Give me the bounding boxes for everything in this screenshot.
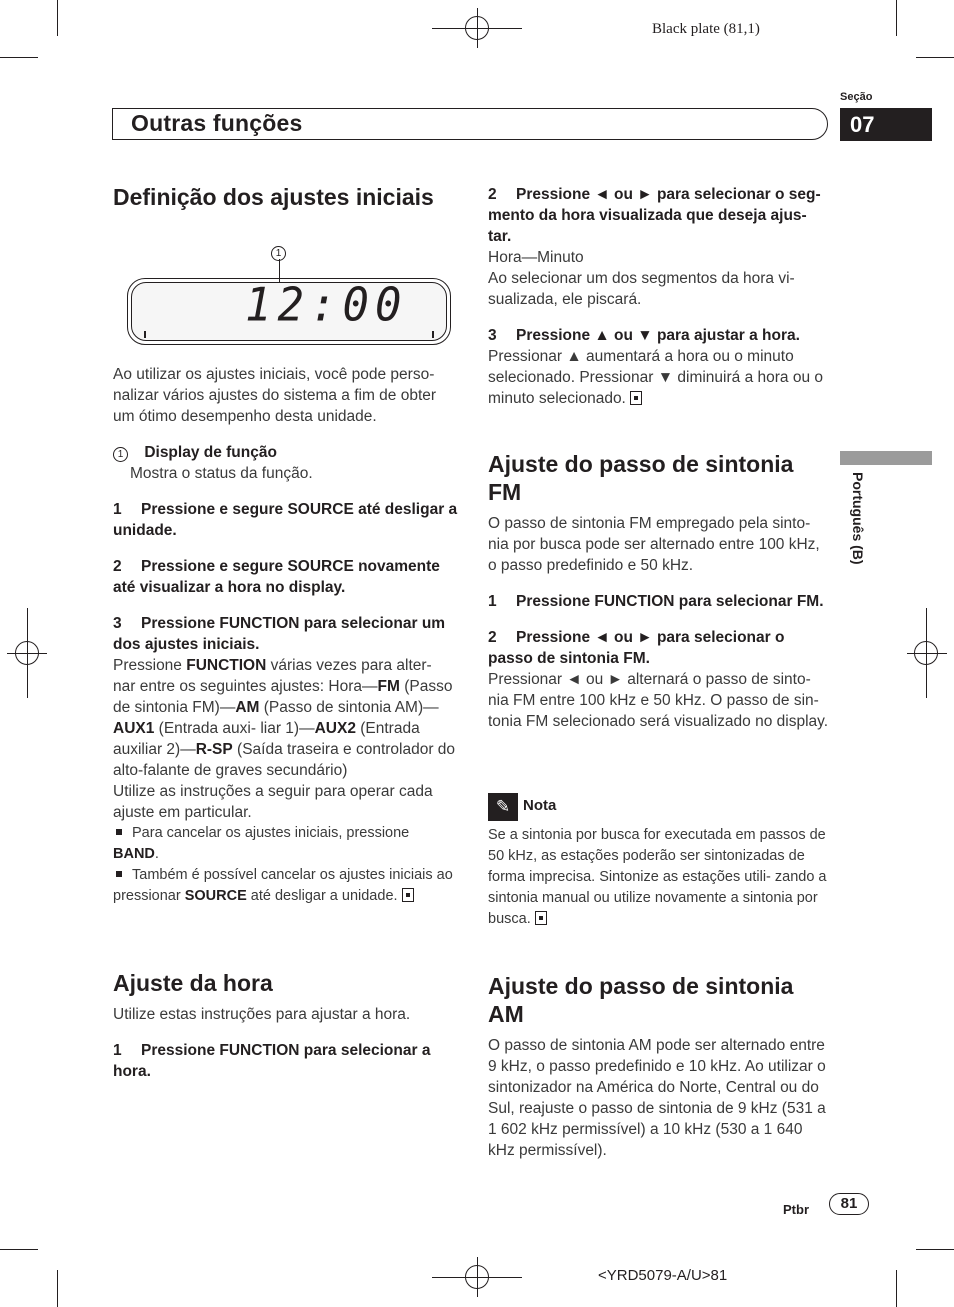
right-column-top bbox=[488, 184, 830, 409]
clock-intro: Utilize estas instruções para ajustar a hora. bbox=[113, 1006, 411, 1023]
section-label: Seção bbox=[840, 91, 873, 103]
bullet-cancel-source: Também é possível cancelar os ajustes iniciais ao pressionar SOURCE até desligar a unidade. bbox=[113, 867, 453, 904]
language-tab: Português (B) bbox=[850, 472, 866, 565]
registration-mark bbox=[914, 641, 938, 665]
registration-mark bbox=[465, 1265, 489, 1289]
language-tab-bar bbox=[840, 451, 932, 465]
crop-mark bbox=[57, 0, 58, 36]
left-column bbox=[113, 364, 458, 907]
display-time: 12:00 bbox=[245, 278, 408, 333]
plate-label: Black plate (81,1) bbox=[652, 21, 760, 37]
fm-step-1: 1 Pressione FUNCTION para selecionar FM. bbox=[488, 593, 824, 610]
step-3-desc: Pressione FUNCTION várias vezes para alter- nar entre os seguintes ajustes: Hora—FM (Passo de sintonia FM)—AM (Passo de sintonia AM)—AUX1 (Entrada auxi- liar 1)—AUX2 (Entrada auxiliar 2)—R-SP (Saída traseira e controlador do alto-falante de graves secundário) bbox=[113, 657, 456, 779]
legend-item bbox=[113, 442, 458, 463]
end-mark-icon bbox=[402, 888, 414, 902]
fm-section bbox=[488, 513, 830, 732]
bullet-cancel-band: Para cancelar os ajustes iniciais, pressione BAND. bbox=[113, 825, 410, 862]
heading-fm-step: Ajuste do passo de sintonia FM bbox=[488, 451, 794, 505]
callout-marker: 1 bbox=[271, 246, 286, 261]
crop-mark bbox=[896, 1270, 897, 1307]
display-tick bbox=[432, 331, 434, 338]
legend-marker: 1 bbox=[113, 447, 128, 462]
display-tick bbox=[144, 331, 146, 338]
crop-mark bbox=[896, 0, 897, 36]
clock-step-3: 3 Pressione ▲ ou ▼ para ajustar a hora. bbox=[488, 327, 800, 344]
clock-step-2-desc1: Hora—Minuto bbox=[488, 249, 584, 266]
clock-section bbox=[113, 1004, 458, 1082]
intro-text: Ao utilizar os ajustes iniciais, você pode perso- nalizar vários ajustes do sistema a fim de obter um ótimo desempenho desta unidade. bbox=[113, 366, 437, 425]
heading-clock: Ajuste da hora bbox=[113, 970, 273, 996]
registration-mark bbox=[15, 641, 39, 665]
clock-step-2-desc2: Ao selecionar um dos segmentos da hora vi- sualizada, ele piscará. bbox=[488, 270, 795, 308]
am-section bbox=[488, 1035, 830, 1161]
clock-step-3-desc: Pressionar ▲ aumentará a hora ou o minuto selecionado. Pressionar ▼ diminuirá a hora ou o minuto selecionado. bbox=[488, 348, 823, 407]
crop-mark bbox=[916, 57, 954, 58]
registration-mark bbox=[465, 16, 489, 40]
clock-step-2: 2 Pressione ◄ ou ► para selecionar o seg- mento da hora visualizada que deseja ajus- tar. bbox=[488, 186, 821, 245]
step-3: 3 Pressione FUNCTION para selecionar um dos ajustes iniciais. bbox=[113, 615, 446, 653]
heading-initial-settings: Definição dos ajustes iniciais bbox=[113, 184, 434, 210]
page-number: 81 bbox=[829, 1193, 869, 1215]
legend-desc: Mostra o status da função. bbox=[130, 465, 313, 482]
note-text: Se a sintonia por busca for executada em passos de 50 kHz, as estações poderão ser sintonizadas de forma imprecisa. Sintonize as estações utili- zando a sintonia manual ou utilize novamente a sintonia por busca. bbox=[488, 827, 827, 927]
footer-doc-code: <YRD5079-A/U>81 bbox=[598, 1267, 728, 1284]
end-mark-icon bbox=[630, 391, 642, 405]
fm-step-2: 2 Pressione ◄ ou ► para selecionar o passo de sintonia FM. bbox=[488, 629, 785, 667]
fm-step-2-desc: Pressionar ◄ ou ► alternará o passo de sinto- nia FM entre 100 kHz e 50 kHz. O passo de sin- tonia FM selecionado será visualizado no display. bbox=[488, 671, 829, 730]
step-2: 2 Pressione e segure SOURCE novamente até visualizar a hora no display. bbox=[113, 558, 440, 596]
end-mark-icon bbox=[535, 911, 547, 925]
clock-step-1: 1 Pressione FUNCTION para selecionar a hora. bbox=[113, 1042, 431, 1080]
footer-lang-code: Ptbr bbox=[783, 1202, 809, 1217]
section-number: 07 bbox=[840, 108, 932, 141]
step-1: 1 Pressione e segure SOURCE até desligar a unidade. bbox=[113, 501, 458, 539]
crop-mark bbox=[0, 1249, 38, 1250]
crop-mark bbox=[916, 1249, 954, 1250]
heading-am-step: Ajuste do passo de sintonia AM bbox=[488, 973, 794, 1027]
bullet-icon bbox=[116, 829, 122, 835]
step-3-note: Utilize as instruções a seguir para operar cada ajuste em particular. bbox=[113, 783, 433, 821]
bullet-icon bbox=[116, 871, 122, 877]
crop-mark bbox=[0, 57, 38, 58]
fm-intro: O passo de sintonia FM empregado pela sinto- nia por busca pode ser alternado entre 100 kHz, o passo predefinido e 50 kHz. bbox=[488, 515, 820, 574]
note-label: Nota bbox=[523, 797, 557, 814]
legend-title: Display de função bbox=[144, 444, 277, 461]
crop-mark bbox=[57, 1270, 58, 1307]
am-intro: O passo de sintonia AM pode ser alternado entre 9 kHz, o passo predefinido e 10 kHz. Ao utilizar o sintonizador na América do Norte, Central ou do Sul, reajuste o passo de sintonia de 9 kHz (531 a 1 602 kHz permissível) a 10 kHz (530 a 1 640 kHz permissível). bbox=[488, 1037, 826, 1159]
section-title: Outras funções bbox=[131, 110, 303, 136]
note-pencil-icon: ✎ bbox=[488, 793, 518, 821]
